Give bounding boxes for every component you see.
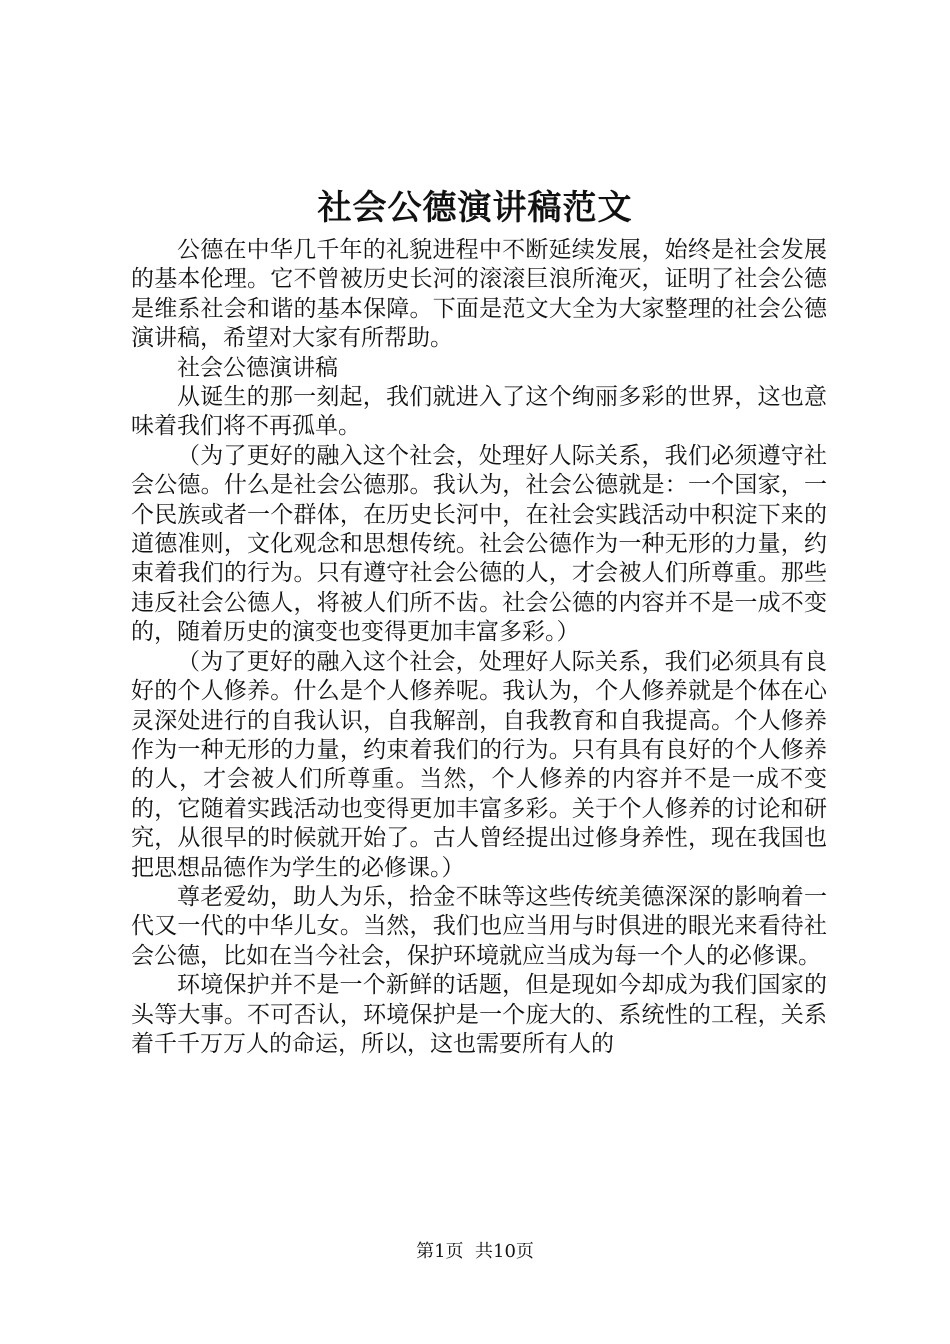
paragraph: （为了更好的融入这个社会，处理好人际关系，我们必须具有良好的个人修养。什么是个人修养呢。我认为，个人修养就是个体在心灵深处进行的自我认识，自我解剖，自我教育和自我提高。个人修养作为一种无形的力量，约束着我们的行为。只有具有良好的个人修养的人，才会被人们所尊重。当然，个人修养的内容并不是一成不变的，它随着实践活动也变得更加丰富多彩。关于个人修养的讨论和研究，从很早的时候就开始了。古人曾经提出过修身养性，现在我国也把思想品德作为学生的必修课。） <box>131 648 827 881</box>
paragraph-intro: 公德在中华几千年的礼貌进程中不断延续发展，始终是社会发展的基本伦理。它不曾被历史长河的滚滚巨浪所淹灭，证明了社会公德是维系社会和谐的基本保障。下面是范文大全为大家整理的社会公德演讲稿，希望对大家有所帮助。 <box>131 237 827 352</box>
paragraph: 环境保护并不是一个新鲜的话题，但是现如今却成为我们国家的头等大事。不可否认，环境保护是一个庞大的、系统性的工程，关系着千千万万人的命运，所以，这也需要所有人的 <box>131 972 827 1057</box>
document-title: 社会公德演讲稿范文 <box>317 188 633 228</box>
paragraph: 从诞生的那一刻起，我们就进入了这个绚丽多彩的世界，这也意味着我们将不再孤单。 <box>131 384 827 440</box>
paragraph: 尊老爱幼，助人为乐，拾金不昧等这些传统美德深深的影响着一代又一代的中华儿女。当然，我们也应当用与时俱进的眼光来看待社会公德，比如在当今社会，保护环境就应当成为每一个人的必修课。 <box>131 883 827 969</box>
page-number: 第1页 <box>416 1241 464 1262</box>
page-total: 共10页 <box>475 1241 534 1262</box>
section-heading: 社会公德演讲稿 <box>177 354 338 381</box>
paragraph: （为了更好的融入这个社会，处理好人际关系，我们必须遵守社会公德。什么是社会公德那。我认为，社会公德就是：一个国家，一个民族或者一个群体，在历史长河中，在社会实践活动中积淀下来的道德准则，文化观念和思想传统。社会公德作为一种无形的力量，约束着我们的行为。只有遵守社会公德的人，才会被人们所尊重。那些违反社会公德人，将被人们所不齿。社会公德的内容并不是一成不变的，随着历史的演变也变得更加丰富多彩。） <box>131 442 827 646</box>
document-body <box>131 236 827 1059</box>
page-footer <box>0 1240 950 1264</box>
